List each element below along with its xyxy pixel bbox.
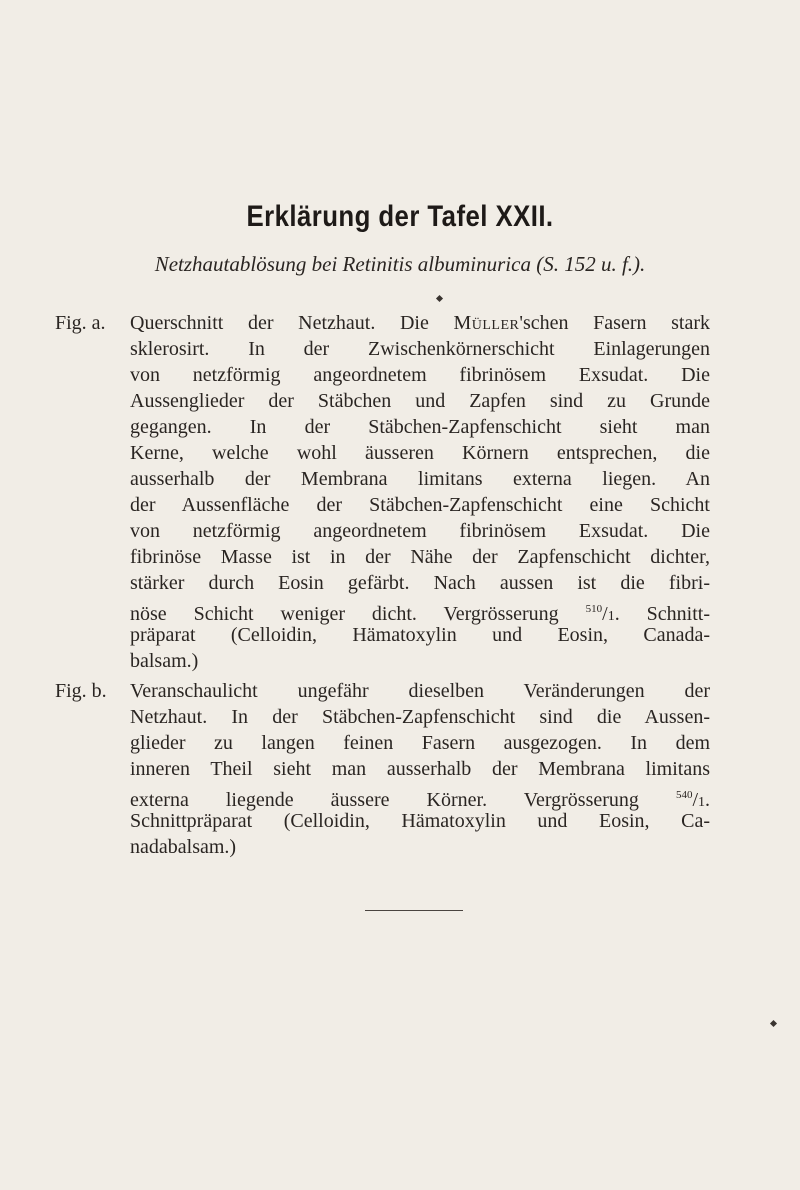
text-line: Netzhaut. In der Stäbchen-Zapfenschicht sind die Aussen- (130, 706, 710, 728)
figure-label-b: Fig. b. (55, 680, 107, 702)
page-title: Erklärung der Tafel XXII. (246, 200, 554, 233)
text-line: sklerosirt. In der Zwischenkörnerschicht Einlagerungen (130, 338, 710, 360)
print-speck (770, 1020, 777, 1027)
text-line: von netzförmig angeordnetem fibrinösem Exsudat. Die (130, 364, 710, 386)
text-line: gegangen. In der Stäbchen-Zapfenschicht sieht man (130, 416, 710, 438)
text-line: Kerne, welche wohl äusseren Körnern entsprechen, die (130, 442, 710, 464)
page-subtitle: Netzhautablösung bei Retinitis albuminurica (S. 152 u. f.). (154, 252, 646, 276)
text-line: balsam.) (130, 650, 199, 672)
text-line: Veranschaulicht ungefähr dieselben Veränderungen der (130, 680, 710, 702)
text-line: ausserhalb der Membrana limitans externa liegen. An (130, 468, 710, 490)
figure-description-b (130, 678, 710, 860)
text-line: glieder zu langen feinen Fasern ausgezogen. In dem (130, 732, 710, 754)
text-line: fibrinöse Masse ist in der Nähe der Zapfenschicht dichter, (130, 546, 710, 568)
text-line: von netzförmig angeordnetem fibrinösem Exsudat. Die (130, 520, 710, 542)
text-line: Schnittpräparat (Celloidin, Hämatoxylin und Eosin, Ca- (130, 810, 710, 832)
text-line: inneren Theil sieht man ausserhalb der Membrana limitans (130, 758, 710, 780)
text-line: der Aussenfläche der Stäbchen-Zapfenschicht eine Schicht (130, 494, 710, 516)
text-line: nöse Schicht weniger dicht. Vergrösserung $^{510}$/1. Schnitt- (130, 603, 710, 625)
text-line: externa liegende äussere Körner. Vergrösserung $^{540}$/1. (130, 789, 710, 811)
text-line: stärker durch Eosin gefärbt. Nach aussen ist die fibri- (130, 572, 710, 594)
text-line: Aussenglieder der Stäbchen und Zapfen sind zu Grunde (130, 390, 710, 412)
figure-label-a: Fig. a. (55, 312, 106, 334)
print-speck (436, 295, 443, 302)
figure-description-a (130, 310, 710, 674)
text-line: Querschnitt der Netzhaut. Die Müller'schen Fasern stark (130, 312, 710, 334)
text-line: nadabalsam.) (130, 836, 237, 858)
end-rule (365, 910, 463, 911)
text-line: präparat (Celloidin, Hämatoxylin und Eosin, Canada- (130, 624, 710, 646)
